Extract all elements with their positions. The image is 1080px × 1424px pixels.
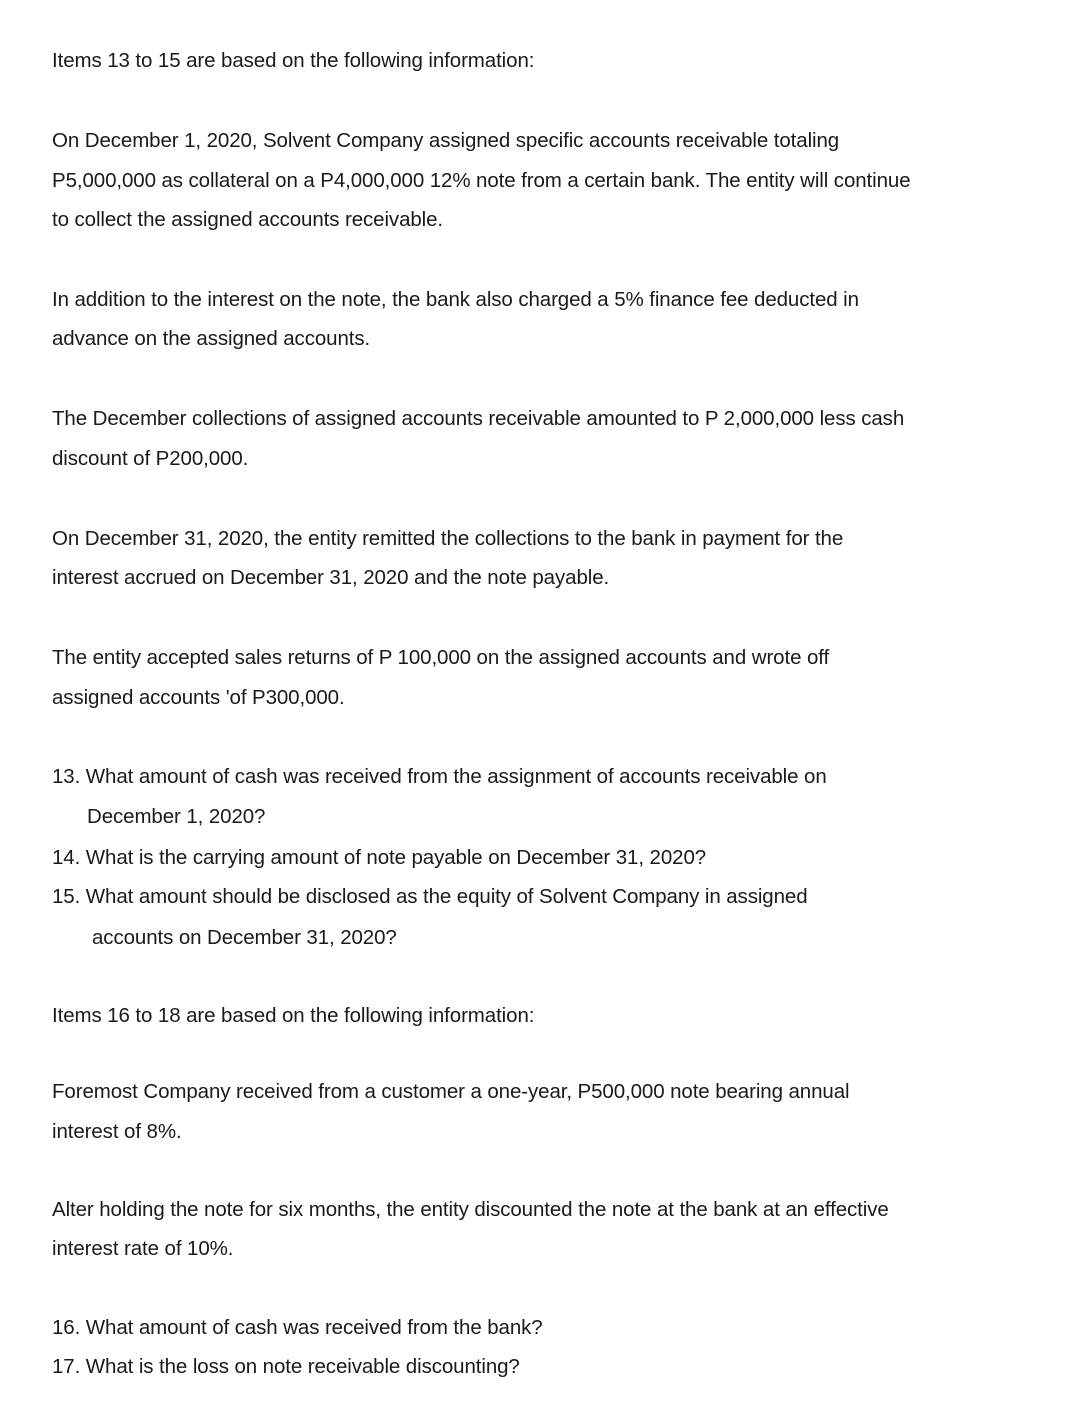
- paragraph-line: interest accrued on December 31, 2020 and the note payable.: [52, 566, 610, 589]
- paragraph-line: Foremost Company received from a customer a one-year, P500,000 note bearing annual: [52, 1080, 850, 1103]
- question-line: 15. What amount should be disclosed as the equity of Solvent Company in assigned: [52, 885, 808, 908]
- question-14: 14. What is the carrying amount of note payable on December 31, 2020?: [52, 846, 707, 869]
- paragraph-line: to collect the assigned accounts receivable.: [52, 208, 444, 231]
- paragraph-line: interest of 8%.: [52, 1120, 182, 1143]
- paragraph-line: Alter holding the note for six months, the entity discounted the note at the bank at an effective: [52, 1198, 889, 1221]
- section-heading-items-13-15: Items 13 to 15 are based on the following information:: [52, 49, 535, 72]
- paragraph-line: The December collections of assigned accounts receivable amounted to P 2,000,000 less cash: [52, 407, 905, 430]
- question-16: 16. What amount of cash was received from the bank?: [52, 1316, 543, 1339]
- question-line: accounts on December 31, 2020?: [92, 926, 397, 949]
- paragraph-line: interest rate of 10%.: [52, 1237, 234, 1260]
- paragraph-line: assigned accounts 'of P300,000.: [52, 686, 345, 709]
- question-line: 13. What amount of cash was received from the assignment of accounts receivable on: [52, 765, 827, 788]
- paragraph-line: advance on the assigned accounts.: [52, 327, 371, 350]
- paragraph-line: P5,000,000 as collateral on a P4,000,000 12% note from a certain bank. The entity will continue: [52, 169, 911, 192]
- paragraph-line: On December 1, 2020, Solvent Company assigned specific accounts receivable totaling: [52, 129, 840, 152]
- paragraph-line: On December 31, 2020, the entity remitted the collections to the bank in payment for the: [52, 527, 844, 550]
- paragraph-line: discount of P200,000.: [52, 447, 249, 470]
- question-line: December 1, 2020?: [87, 805, 266, 828]
- question-17: 17. What is the loss on note receivable discounting?: [52, 1355, 520, 1378]
- paragraph-line: The entity accepted sales returns of P 100,000 on the assigned accounts and wrote off: [52, 646, 830, 669]
- paragraph-line: In addition to the interest on the note, the bank also charged a 5% finance fee deducted in: [52, 288, 859, 311]
- section-heading-items-16-18: Items 16 to 18 are based on the following information:: [52, 1004, 535, 1027]
